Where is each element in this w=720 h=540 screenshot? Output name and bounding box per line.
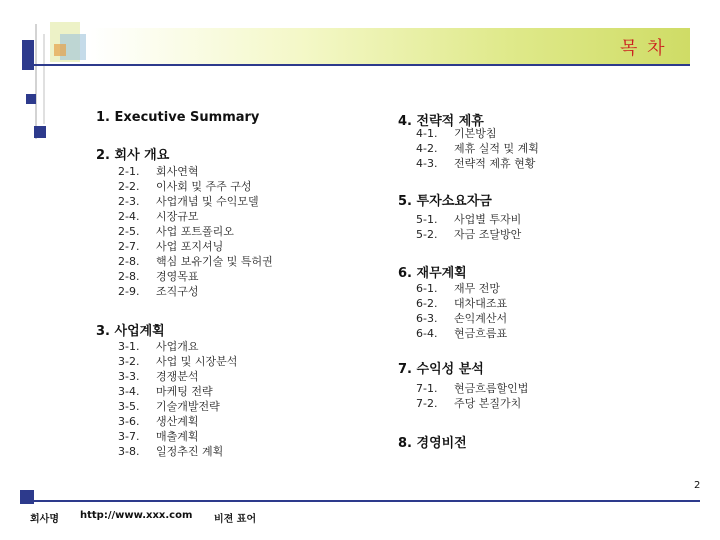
page-title: 목 차 (620, 38, 667, 59)
list-item: 2-1. 회사연혁 (118, 165, 199, 178)
footer-divider (30, 500, 700, 502)
slogan: 비젼 표어 (214, 514, 257, 525)
list-item: 2-8. 핵심 보유기술 및 특허권 (118, 255, 273, 268)
list-item: 3-5. 기술개발전략 (118, 400, 220, 413)
list-item: 3-1. 사업개요 (118, 340, 199, 353)
section-heading-2: 2. 회사 개요 (96, 148, 170, 163)
list-item: 3-4. 마케팅 전략 (118, 385, 213, 398)
section-6-list (416, 281, 507, 341)
page-number: 2 (694, 480, 701, 491)
list-item: 2-3. 사업개념 및 수익모델 (118, 195, 259, 208)
section-heading-4: 4. 전략적 제휴 (398, 114, 484, 129)
list-item: 2-8. 경영목표 (118, 270, 199, 283)
list-item: 6-3. 손익계산서 (416, 312, 508, 325)
list-item: 2-7. 사업 포지셔닝 (118, 240, 224, 253)
list-item: 2-2. 이사회 및 주주 구성 (118, 180, 252, 193)
section-heading-6: 6. 재무계획 (398, 266, 467, 281)
list-item: 6-1. 재무 전망 (416, 282, 501, 295)
list-item: 7-1. 현금흐름할인법 (416, 382, 529, 395)
company-url[interactable]: http://www.xxx.com (80, 510, 193, 521)
section-3-list (118, 339, 237, 459)
list-item: 2-4. 시장규모 (118, 210, 199, 223)
list-item: 7-2. 주당 본질가치 (416, 397, 522, 410)
section-2-list (118, 164, 273, 299)
list-item: 5-2. 자금 조달방안 (416, 228, 522, 241)
section-7-list (416, 381, 528, 411)
section-heading-8: 8. 경영비전 (398, 436, 467, 451)
list-item: 4-3. 전략적 제휴 현황 (416, 157, 536, 170)
section-heading-1: 1. Executive Summary (96, 110, 260, 125)
list-item: 3-6. 생산계획 (118, 415, 199, 428)
list-item: 3-3. 경쟁분석 (118, 370, 199, 383)
list-item: 3-2. 사업 및 시장분석 (118, 355, 238, 368)
list-item: 3-8. 일정추진 계획 (118, 445, 224, 458)
section-5-list (416, 212, 521, 242)
list-item: 6-4. 현금흐름표 (416, 327, 508, 340)
header-divider (30, 64, 690, 66)
list-item: 3-7. 매출계획 (118, 430, 199, 443)
header-bar (90, 28, 690, 64)
list-item: 4-1. 기본방침 (416, 127, 497, 140)
list-item: 6-2. 대차대조표 (416, 297, 508, 310)
list-item: 2-9. 조직구성 (118, 285, 199, 298)
section-heading-7: 7. 수익성 분석 (398, 362, 484, 377)
section-heading-5: 5. 투자소요자금 (398, 194, 492, 209)
section-4-list (416, 126, 539, 171)
list-item: 4-2. 제휴 실적 및 계획 (416, 142, 539, 155)
section-heading-3: 3. 사업계획 (96, 324, 165, 339)
list-item: 5-1. 사업별 투자비 (416, 213, 522, 226)
list-item: 2-5. 사업 포트폴리오 (118, 225, 234, 238)
company-name: 회사명 (30, 514, 59, 525)
